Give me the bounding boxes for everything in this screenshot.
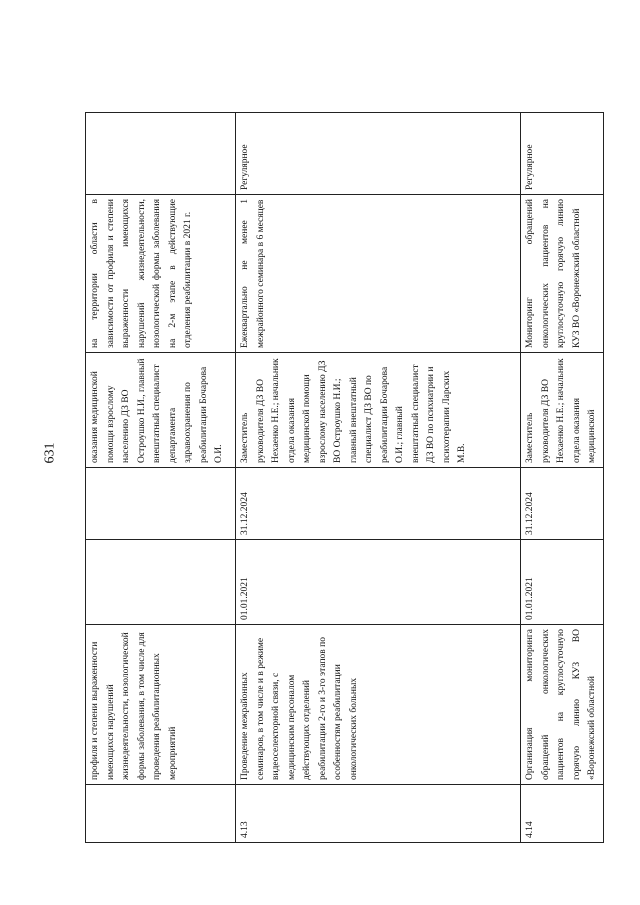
rotated-page-content xyxy=(85,113,597,843)
responsible-cell: Заместитель руководителя ДЗ ВО Нехаенко Н.Е.; начальник отдела оказания медицинской помощи взрослому населению ДЗ ВО Остроушко Н.И.; главный внештатный специалист ДЗ ВО по реабилитации Бочарова О.И.; главный внештатный специалист ДЗ ВО по психиатрии и психотерапии Ларских М.В. xyxy=(236,353,521,468)
table-row xyxy=(521,113,604,843)
event-cell: профиля и степени выраженности имеющихся нарушений жизнедеятельности, нозологической формы заболевания, в том числе для проведения реабилитационных мероприятий xyxy=(86,625,236,785)
end-date-cell: 31.12.2024 xyxy=(521,468,604,540)
result-cell: на территории области в зависимости от профиля и степени выраженности имеющихся нарушений жизнедеятельности, нозологической формы заболевания на 2-м этапе в действующие отделения реабилитации в 2021 г. xyxy=(86,195,236,353)
end-date-cell xyxy=(86,468,236,540)
table-container xyxy=(85,113,597,843)
event-cell: Организация мониторинга обращений онкологических пациентов на круглосуточную горячую линию КУЗ ВО «Воронежский областной xyxy=(521,625,604,785)
period-cell: Регулярное xyxy=(236,113,521,195)
item-number-cell xyxy=(86,785,236,843)
page-number: 631 xyxy=(42,442,57,464)
responsible-cell: оказания медицинской помощи взрослому населению ДЗ ВО Остроушко Н.И., главный внештатный специалист департамента здравоохранения по реабилитации Бочарова О.И. xyxy=(86,353,236,468)
start-date-cell xyxy=(86,540,236,625)
item-number-cell: 4.13 xyxy=(236,785,521,843)
table-row xyxy=(86,113,236,843)
action-plan-table xyxy=(85,112,604,843)
result-cell: Ежеквартально не менее 1 межрайонного семинара в 6 месяцев xyxy=(236,195,521,353)
end-date-cell: 31.12.2024 xyxy=(236,468,521,540)
event-cell: Проведение межрайонных семинаров, в том числе и в режиме видеоселекторной связи, с медицинским персоналом действующих отделений реабилитации 2-го и 3-го этапов по особенностям реабилитации онкологических больных xyxy=(236,625,521,785)
period-cell xyxy=(86,113,236,195)
table-row xyxy=(236,113,521,843)
result-cell: Мониторинг обращений онкологических пациентов на круглосуточную горячую линию КУЗ ВО «Воронежский областной xyxy=(521,195,604,353)
start-date-cell: 01.01.2021 xyxy=(236,540,521,625)
period-cell: Регулярное xyxy=(521,113,604,195)
responsible-cell: Заместитель руководителя ДЗ ВО Нехаенко Н.Е.; начальник отдела оказания медицинской xyxy=(521,353,604,468)
start-date-cell: 01.01.2021 xyxy=(521,540,604,625)
item-number-cell: 4.14 xyxy=(521,785,604,843)
